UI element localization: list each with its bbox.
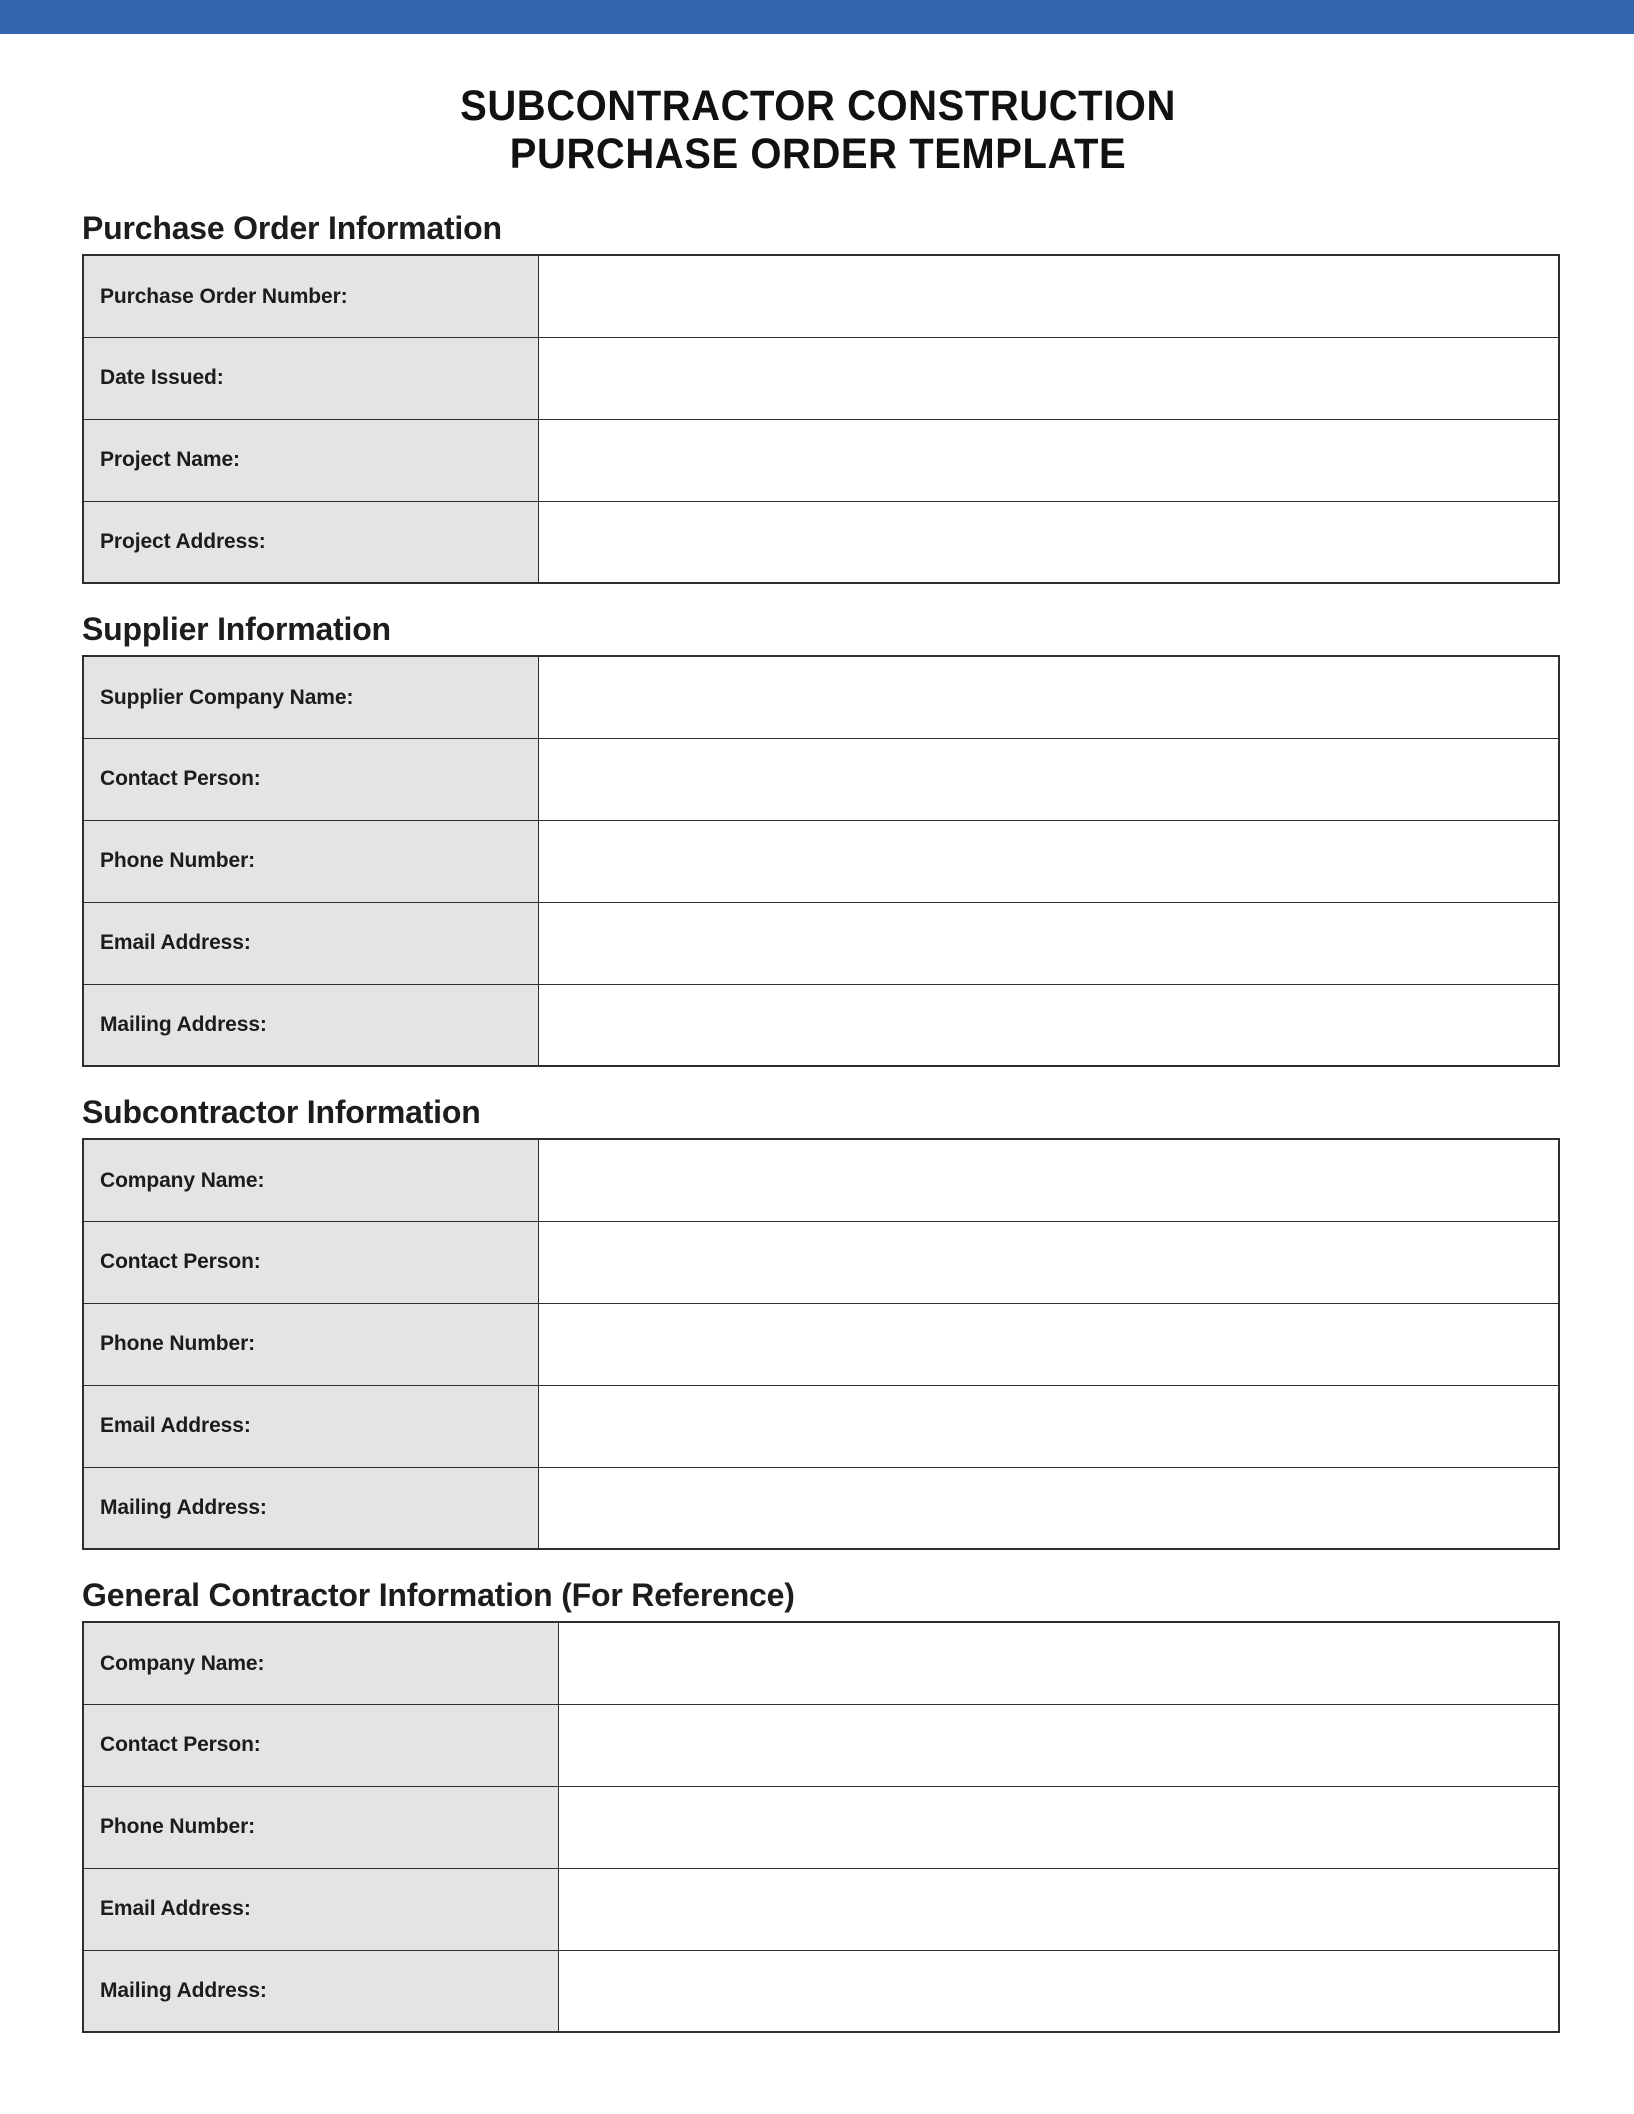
field-value-input[interactable] (538, 1139, 1559, 1221)
field-value-input[interactable] (538, 501, 1559, 583)
field-label: Mailing Address: (83, 984, 538, 1066)
field-label: Mailing Address: (83, 1467, 538, 1549)
section-purchase-order-information (82, 212, 1554, 584)
table-row (83, 1139, 1559, 1221)
field-value-input[interactable] (538, 255, 1559, 337)
field-label: Purchase Order Number: (83, 255, 538, 337)
field-label: Date Issued: (83, 337, 538, 419)
table-row (83, 1704, 1559, 1786)
field-value-input[interactable] (538, 984, 1559, 1066)
field-value-input[interactable] (538, 738, 1559, 820)
field-label: Email Address: (83, 902, 538, 984)
table-row (83, 1385, 1559, 1467)
section-heading-supplier-information: Supplier Information (82, 611, 391, 648)
table-row (83, 419, 1559, 501)
page-title (134, 82, 1503, 178)
table-row (83, 738, 1559, 820)
page-title-line-2: PURCHASE ORDER TEMPLATE (509, 130, 1127, 179)
field-label: Email Address: (83, 1868, 558, 1950)
table-row (83, 820, 1559, 902)
field-label: Phone Number: (83, 820, 538, 902)
field-value-input[interactable] (538, 656, 1559, 738)
table-row (83, 1950, 1559, 2032)
field-value-input[interactable] (558, 1622, 1559, 1704)
table-row (83, 255, 1559, 337)
field-label: Company Name: (83, 1139, 538, 1221)
table-supplier-information (82, 655, 1560, 1067)
field-value-input[interactable] (538, 1303, 1559, 1385)
section-heading-purchase-order-information: Purchase Order Information (82, 210, 502, 247)
section-subcontractor-information (82, 1096, 1554, 1550)
table-subcontractor-information (82, 1138, 1560, 1550)
table-row (83, 1467, 1559, 1549)
table-row (83, 656, 1559, 738)
field-label: Project Address: (83, 501, 538, 583)
section-heading-general-contractor-information: General Contractor Information (For Reference) (82, 1577, 795, 1614)
field-label: Phone Number: (83, 1786, 558, 1868)
sections-container (82, 212, 1554, 2033)
field-label: Email Address: (83, 1385, 538, 1467)
section-heading-subcontractor-information: Subcontractor Information (82, 1094, 481, 1131)
field-label: Contact Person: (83, 1704, 558, 1786)
field-value-input[interactable] (558, 1786, 1559, 1868)
field-label: Contact Person: (83, 1221, 538, 1303)
field-label: Project Name: (83, 419, 538, 501)
section-general-contractor-information (82, 1579, 1554, 2033)
field-value-input[interactable] (538, 419, 1559, 501)
field-value-input[interactable] (538, 1385, 1559, 1467)
table-purchase-order-information (82, 254, 1560, 584)
field-value-input[interactable] (558, 1950, 1559, 2032)
table-row (83, 984, 1559, 1066)
field-value-input[interactable] (558, 1868, 1559, 1950)
field-value-input[interactable] (538, 820, 1559, 902)
field-value-input[interactable] (558, 1704, 1559, 1786)
field-label: Phone Number: (83, 1303, 538, 1385)
table-general-contractor-information (82, 1621, 1560, 2033)
field-label: Company Name: (83, 1622, 558, 1704)
field-label: Supplier Company Name: (83, 656, 538, 738)
table-row (83, 1868, 1559, 1950)
field-label: Contact Person: (83, 738, 538, 820)
table-row (83, 1303, 1559, 1385)
field-value-input[interactable] (538, 337, 1559, 419)
field-value-input[interactable] (538, 1221, 1559, 1303)
table-row (83, 902, 1559, 984)
table-row (83, 1622, 1559, 1704)
document-page (0, 82, 1634, 2033)
field-value-input[interactable] (538, 1467, 1559, 1549)
section-supplier-information (82, 613, 1554, 1067)
page-title-line-1: SUBCONTRACTOR CONSTRUCTION (460, 82, 1176, 130)
table-row (83, 1221, 1559, 1303)
accent-top-bar (0, 0, 1634, 34)
table-row (83, 501, 1559, 583)
field-label: Mailing Address: (83, 1950, 558, 2032)
field-value-input[interactable] (538, 902, 1559, 984)
table-row (83, 337, 1559, 419)
table-row (83, 1786, 1559, 1868)
